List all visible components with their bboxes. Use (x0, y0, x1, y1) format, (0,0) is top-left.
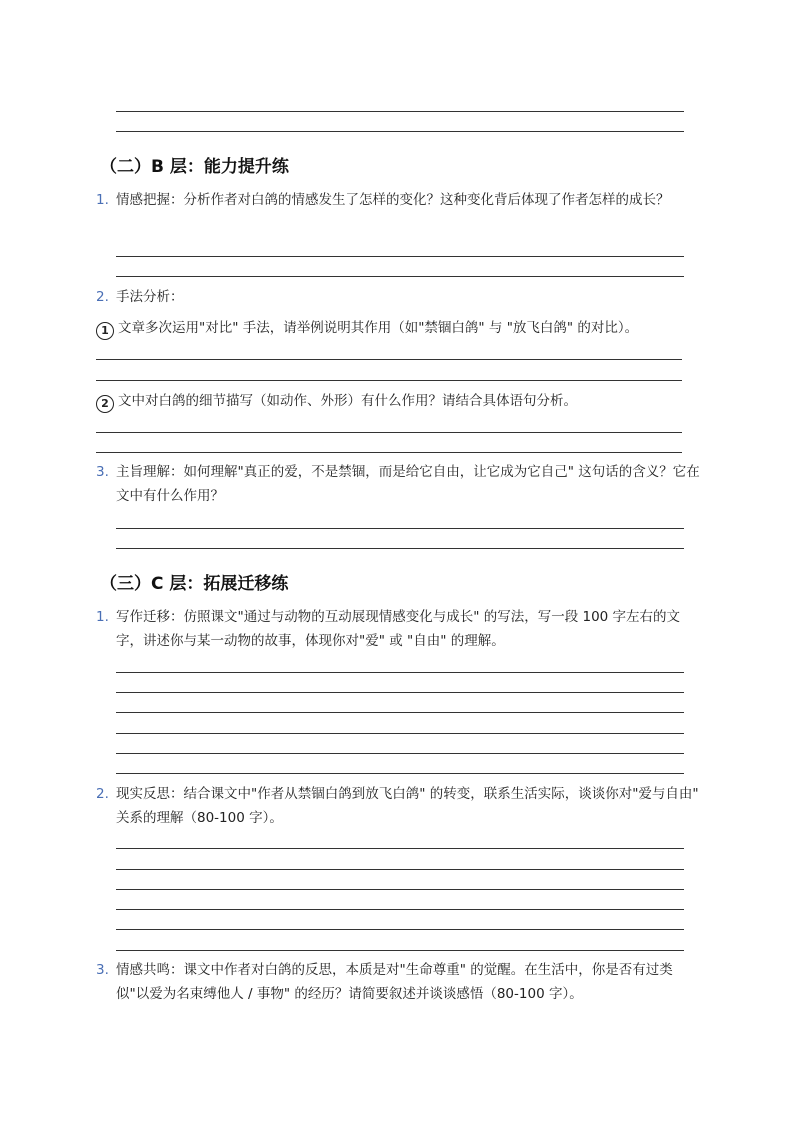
answer-line[interactable] (116, 773, 684, 774)
answer-line[interactable] (116, 528, 684, 529)
question-text: 手法分析： (116, 289, 184, 305)
question-number: 2. (96, 289, 109, 305)
question-text: 写作迁移：仿照课文"通过与动物的互动展现情感变化与成长" 的写法，写一段 100 字左右的文字，讲述你与某一动物的故事，体现你对"爱" 或 "自由" 的理解。 (116, 609, 681, 649)
question-text: 情感共鸣：课文中作者对白鸽的反思，本质是对"生命尊重" 的觉醒。在生活中，你是否有过类似"以爱为名束缚他人 / 事物" 的经历？请简要叙述并谈谈感悟（80-100 字）。 (116, 962, 673, 1002)
answer-line[interactable] (116, 753, 684, 754)
answer-line[interactable] (116, 672, 684, 673)
question-number: 2. (96, 786, 109, 802)
answer-line[interactable] (116, 131, 684, 132)
section-b-heading: （二）B 层：能力提升练 (100, 157, 289, 177)
answer-line[interactable] (116, 889, 684, 890)
answer-line[interactable] (96, 380, 682, 381)
answer-line[interactable] (96, 432, 682, 433)
answer-line[interactable] (116, 692, 684, 693)
circled-number-2: 2 (96, 395, 114, 413)
question-c2 (96, 782, 700, 830)
question-b2 (96, 285, 700, 309)
answer-line[interactable] (116, 548, 684, 549)
answer-line[interactable] (96, 359, 682, 360)
question-b3 (96, 460, 700, 508)
answer-line[interactable] (116, 929, 684, 930)
question-text: 情感把握：分析作者对白鸽的情感发生了怎样的变化？这种变化背后体现了作者怎样的成长？ (116, 192, 670, 208)
question-text: 现实反思：结合课文中"作者从禁锢白鸽到放飞白鸽" 的转变，联系生活实际，谈谈你对"爱与自由" 关系的理解（80-100 字）。 (116, 786, 699, 826)
question-b1 (96, 188, 700, 212)
answer-line[interactable] (116, 909, 684, 910)
answer-line[interactable] (116, 276, 684, 277)
sub-question-2 (96, 390, 700, 413)
sub-question-text: 文中对白鸽的细节描写（如动作、外形）有什么作用？请结合具体语句分析。 (118, 393, 577, 409)
answer-line[interactable] (116, 848, 684, 849)
circled-number-1: 1 (96, 322, 114, 340)
answer-line[interactable] (116, 733, 684, 734)
answer-line[interactable] (116, 256, 684, 257)
question-number: 3. (96, 464, 109, 480)
sub-question-text: 文章多次运用"对比" 手法，请举例说明其作用（如"禁锢白鸽" 与 "放飞白鸽" 的对比）。 (118, 320, 639, 336)
question-c1 (96, 605, 700, 653)
answer-line[interactable] (116, 111, 684, 112)
answer-line[interactable] (116, 712, 684, 713)
section-c-heading: （三）C 层：拓展迁移练 (100, 574, 289, 594)
question-number: 3. (96, 962, 109, 978)
question-text: 主旨理解：如何理解"真正的爱，不是禁锢，而是给它自由，让它成为它自己" 这句话的含义？它在文中有什么作用？ (116, 464, 700, 504)
sub-question-1 (96, 317, 700, 340)
question-c3 (96, 958, 700, 1006)
question-number: 1. (96, 192, 109, 208)
answer-line[interactable] (96, 452, 682, 453)
answer-line[interactable] (116, 869, 684, 870)
question-number: 1. (96, 609, 109, 625)
answer-line[interactable] (116, 950, 684, 951)
